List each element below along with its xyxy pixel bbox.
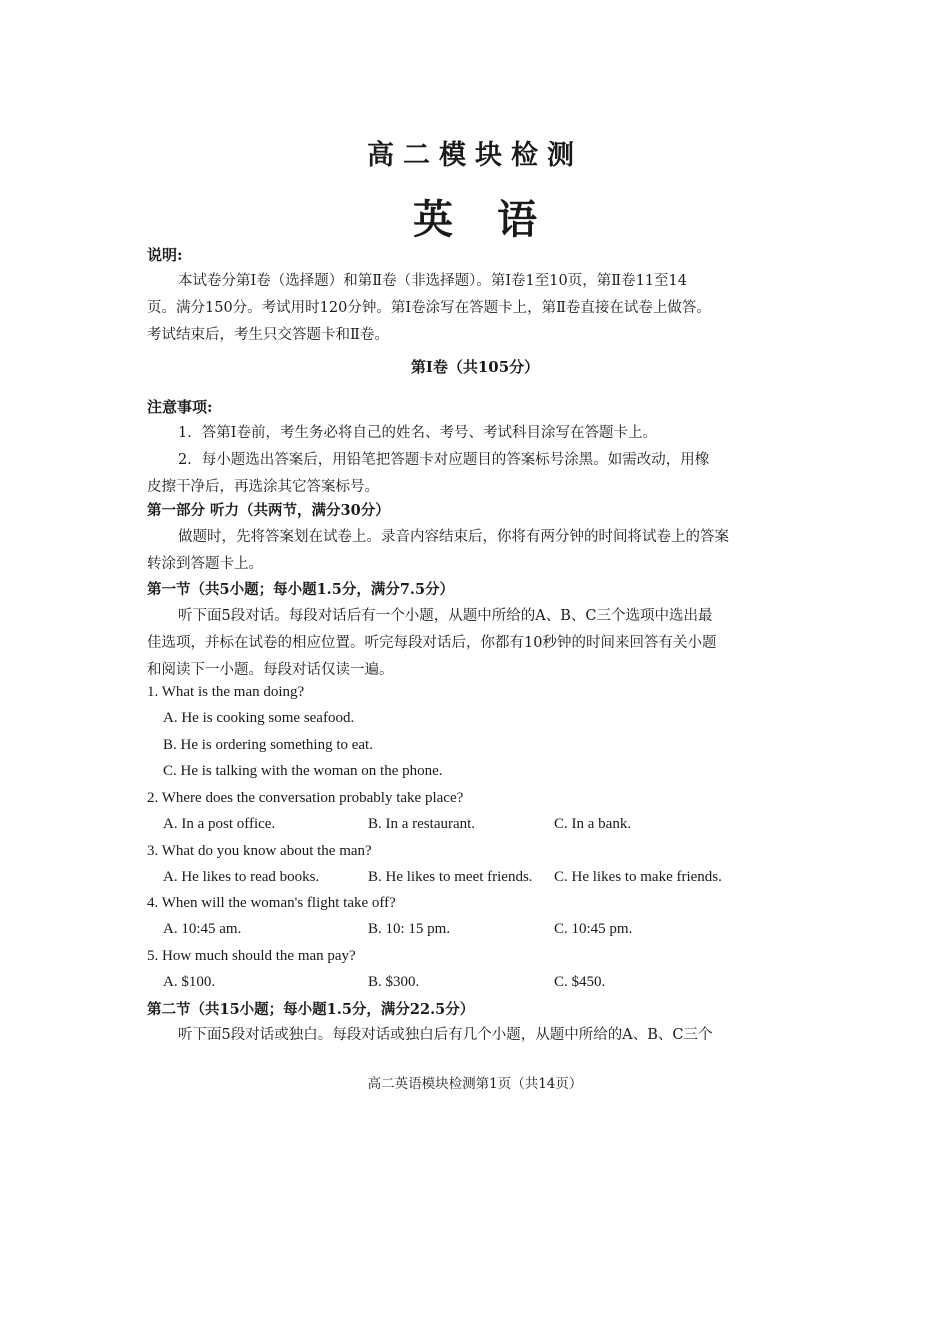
question-option: A. In a post office. bbox=[163, 816, 276, 832]
question-option: A. $100. bbox=[163, 974, 216, 990]
note-line: 1．答第Ⅰ卷前，考生务必将自己的姓名、考号、考试科目涂写在答题卡上。 bbox=[178, 425, 657, 441]
question-option: C. $450. bbox=[554, 974, 606, 990]
question-option: B. He is ordering something to eat. bbox=[163, 737, 373, 753]
section1-heading: 第一节（共5小题；每小题1.5分，满分7.5分） bbox=[147, 581, 455, 598]
question-stem: 3. What do you know about the man? bbox=[147, 843, 372, 859]
notes-label: 注意事项: bbox=[147, 398, 213, 416]
question-option: A. He is cooking some seafood. bbox=[163, 710, 355, 726]
question-stem: 4. When will the woman's flight take off? bbox=[147, 895, 396, 911]
question-option: C. 10:45 pm. bbox=[554, 921, 633, 937]
instructions-line: 页。满分150分。考试用时120分钟。第Ⅰ卷涂写在答题卡上，第Ⅱ卷直接在试卷上做答。 bbox=[147, 300, 711, 316]
listening-intro-line: 转涂到答题卡上。 bbox=[147, 556, 263, 572]
subject-title: 英语 bbox=[413, 196, 581, 243]
question-option: A. 10:45 am. bbox=[163, 921, 242, 937]
question-stem: 5. How much should the man pay? bbox=[147, 948, 356, 964]
question-option: B. He likes to meet friends. bbox=[368, 869, 533, 885]
note-line: 皮擦干净后，再选涂其它答案标号。 bbox=[147, 479, 379, 495]
instructions-label: 说明: bbox=[147, 246, 183, 264]
question-option: B. 10: 15 pm. bbox=[368, 921, 451, 937]
question-stem: 2. Where does the conversation probably take place? bbox=[147, 790, 464, 806]
page-footer: 高二英语模块检测第1页（共14页） bbox=[367, 1076, 583, 1092]
instructions-line: 考试结束后，考生只交答题卡和Ⅱ卷。 bbox=[147, 327, 389, 343]
question-stem: 1. What is the man doing? bbox=[147, 684, 305, 700]
question-option: B. $300. bbox=[368, 974, 420, 990]
listening-heading: 第一部分 听力（共两节，满分30分） bbox=[147, 502, 390, 519]
instructions-line: 本试卷分第Ⅰ卷（选择题）和第Ⅱ卷（非选择题）。第Ⅰ卷1至10页，第Ⅱ卷11至14 bbox=[178, 273, 687, 289]
listening-intro-line: 做题时，先将答案划在试卷上。录音内容结束后，你将有两分钟的时间将试卷上的答案 bbox=[178, 529, 729, 545]
question-option: C. He is talking with the woman on the phone. bbox=[163, 763, 443, 779]
section1-intro-line: 听下面5段对话。每段对话后有一个小题，从题中所给的A、B、C三个选项中选出最 bbox=[178, 608, 713, 624]
note-line: 2．每小题选出答案后，用铅笔把答题卡对应题目的答案标号涂黑。如需改动，用橡 bbox=[178, 452, 710, 468]
section2-heading: 第二节（共15小题；每小题1.5分，满分22.5分） bbox=[147, 1001, 475, 1018]
part1-title: 第Ⅰ卷（共105分） bbox=[410, 358, 540, 376]
section1-intro-line: 和阅读下一小题。每段对话仅读一遍。 bbox=[147, 662, 394, 678]
section2-intro-line: 听下面5段对话或独白。每段对话或独白后有几个小题，从题中所给的A、B、C三个 bbox=[178, 1027, 713, 1043]
question-option: C. In a bank. bbox=[554, 816, 632, 832]
exam-title: 高二模块检测 bbox=[367, 140, 583, 171]
question-option: C. He likes to make friends. bbox=[554, 869, 722, 885]
section1-intro-line: 佳选项，并标在试卷的相应位置。听完每段对话后，你都有10秒钟的时间来回答有关小题 bbox=[147, 635, 717, 651]
question-option: B. In a restaurant. bbox=[368, 816, 476, 832]
question-option: A. He likes to read books. bbox=[163, 869, 320, 885]
